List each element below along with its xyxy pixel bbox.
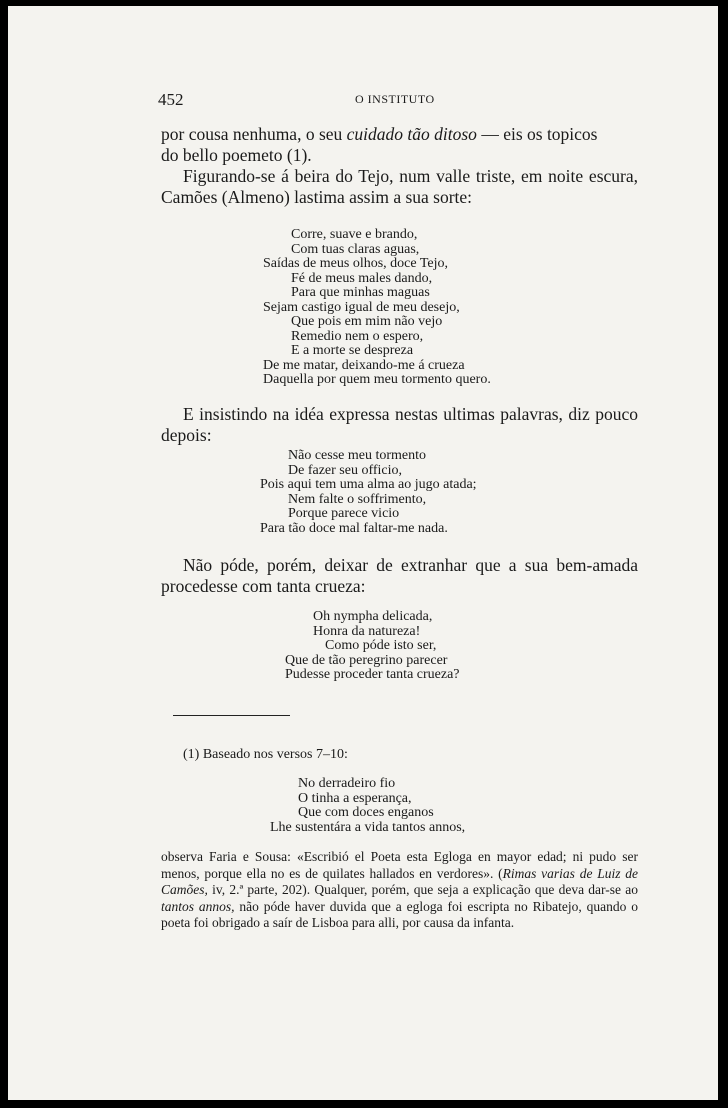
footnote-text-c: não póde haver duvida que a egloga foi escripta no Ribatejo, quando o poeta foi obrigado a saír de Lisboa para alli, por causa da infanta. [161,898,638,930]
para1-italic: cuidado tão ditoso [346,124,477,144]
verse-line: Saídas de meus olhos, doce Tejo, [263,256,449,271]
page-header [8,90,718,110]
verse-line: De me matar, deixando-me á crueza [263,357,465,373]
paragraph-1 [161,124,638,166]
paragraph-2 [161,166,638,208]
verse-line: Oh nympha delicada, [313,609,433,624]
book-page [8,6,718,1100]
verse-line: Lhe sustentára a vida tantos annos, [270,819,466,835]
verse-line: Daquella por quem meu tormento quero. [263,372,491,387]
running-title: O INSTITUTO [355,92,435,106]
verse-line: Como póde isto ser, [325,638,437,653]
footnote-italic-phrase: tantos annos, [161,898,235,914]
paragraph-4 [161,555,638,597]
footnote-verse [270,777,465,835]
verse-line: Para que minhas maguas [291,285,430,300]
verse-line: Porque parece vicio [288,506,400,521]
verse-line: O tinha a esperança, [298,790,412,806]
verse-line: Corre, suave e brando, [291,227,418,242]
verse-line: Para tão doce mal faltar-me nada. [260,520,448,536]
footnote-intro: (1) Baseado nos versos 7–10: [183,747,348,762]
paragraph-3 [161,404,638,446]
para2-text: Figurando-se á beira do Tejo, num valle triste, em noite escura, Camões (Almeno) lastima assim a sua sorte: [161,166,638,207]
verse-line: Pudesse proceder tanta crueza? [285,667,460,682]
para4-text: Não póde, porém, deixar de extranhar que a sua bem-amada procedesse com tanta crueza: [161,555,638,596]
para1-text-a: por cousa nenhuma, o seu [161,124,347,144]
verse-line: Que com doces enganos [298,805,434,820]
footnote-text-a: observa Faria e Sousa: «Escribió el Poeta esta Egloga en mayor edad; ni pudo ser menos, porque ella no es de quilates hallados en verdores». ( [161,849,638,881]
para3-text: E insistindo na idéa expressa nestas ultimas palavras, diz pouco depois: [161,404,638,445]
verse-block-1 [263,228,491,388]
footnote-text-b: iv, 2.ª parte, 202). Qualquer, porém, que seja a explicação que deva dar-se ao [207,882,638,897]
para1-line2: do bello poemeto (1). [161,145,312,165]
verse-block-3 [285,610,460,683]
page-number: 452 [158,90,184,109]
verse-line: Fé de meus males dando, [291,270,433,286]
verse-line: Remedio nem o espero, [291,328,424,344]
verse-line: Que pois em mim não vejo [291,314,443,329]
verse-line: Nem falte o soffrimento, [288,491,427,507]
verse-line: No derradeiro fio [298,776,396,791]
verse-line: Honra da natureza! [313,623,421,639]
verse-line: Pois aqui tem uma alma ao jugo atada; [260,477,477,492]
verse-line: Não cesse meu tormento [288,448,427,463]
footnote-italic-title: Rimas varias de Luiz de Camões, [161,865,639,897]
verse-line: Sejam castigo igual de meu desejo, [263,299,460,315]
verse-line: Com tuas claras aguas, [291,241,420,257]
verse-block-2 [260,449,477,536]
footnote-text [161,849,638,932]
footnote-divider [173,715,290,716]
verse-line: E a morte se despreza [291,343,414,358]
verse-line: De fazer seu officio, [288,462,403,478]
para1-text-b: — eis os topicos [476,124,598,144]
verse-line: Que de tão peregrino parecer [285,652,448,668]
